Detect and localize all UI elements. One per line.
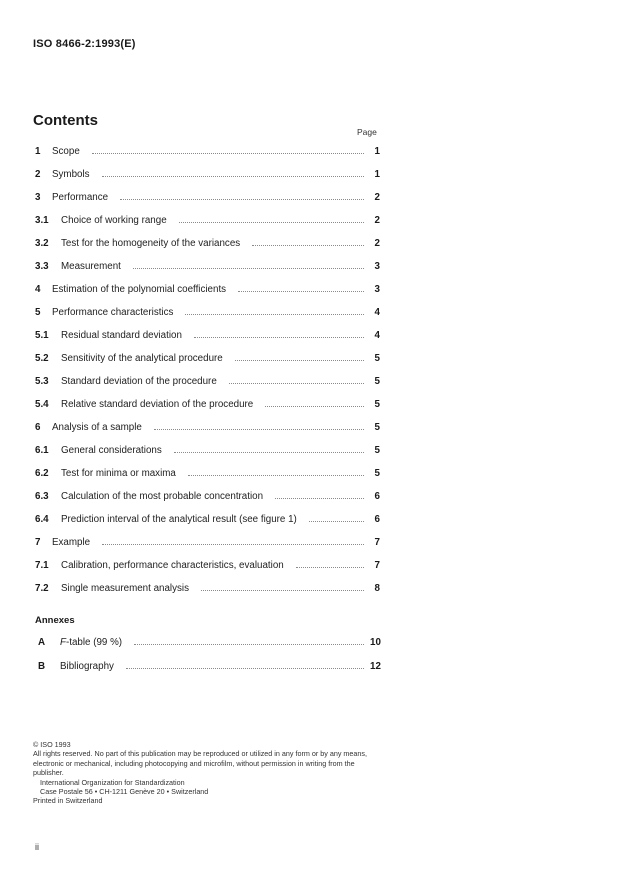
- toc-entry-title: Calibration, performance characteristics, evaluation: [61, 560, 284, 571]
- toc-entry[interactable]: [35, 491, 380, 514]
- toc-entry-number: 6: [35, 422, 41, 433]
- toc-entry-number: 6.3: [35, 491, 49, 502]
- toc-entry-page: 6: [374, 514, 380, 525]
- toc-entry[interactable]: [35, 422, 380, 445]
- toc-entry-number: 3.3: [35, 261, 49, 272]
- toc-entry-title-rest: -table (99 %): [65, 637, 123, 648]
- dot-leader: [102, 543, 364, 545]
- dot-leader: [133, 267, 364, 269]
- dot-leader: [235, 359, 364, 361]
- toc-entry-number: 6.2: [35, 468, 49, 479]
- toc-entry-page: 7: [374, 560, 380, 571]
- dot-leader: [194, 336, 364, 338]
- toc-entry-title: Test for minima or maxima: [61, 468, 176, 479]
- dot-leader: [296, 566, 364, 568]
- dot-leader: [120, 198, 364, 200]
- toc-entry[interactable]: [35, 537, 380, 560]
- toc-entry-number: 7: [35, 537, 41, 548]
- toc-entry-number: 2: [35, 169, 41, 180]
- toc-entry-number: 1: [35, 146, 41, 157]
- toc-entry-page: 2: [374, 238, 380, 249]
- dot-leader: [134, 643, 364, 645]
- toc-entry-title: [60, 637, 128, 648]
- toc-entry-number: 7.2: [35, 583, 49, 594]
- toc-entry-page: 7: [374, 537, 380, 548]
- toc-entry[interactable]: [35, 238, 380, 261]
- toc-entry-number: 4: [35, 284, 41, 295]
- page-column-label: Page: [357, 127, 377, 137]
- copyright-block: [33, 740, 383, 806]
- toc-entry[interactable]: [35, 514, 380, 537]
- dot-leader: [154, 428, 364, 430]
- dot-leader: [229, 382, 364, 384]
- toc-entry-page: 10: [370, 637, 381, 648]
- toc-entry[interactable]: [35, 330, 380, 353]
- toc-entry-title: Performance characteristics: [52, 307, 174, 318]
- dot-leader: [238, 290, 364, 292]
- toc-entry-number: 5: [35, 307, 41, 318]
- table-of-contents: [35, 146, 380, 606]
- toc-entry-title: Symbols: [52, 169, 90, 180]
- copyright-line: © ISO 1993: [33, 740, 71, 749]
- toc-entry[interactable]: [35, 560, 380, 583]
- toc-entry-title: Calculation of the most probable concentration: [61, 491, 264, 502]
- dot-leader: [174, 451, 364, 453]
- toc-entry[interactable]: [35, 146, 380, 169]
- toc-entry-page: 1: [374, 146, 380, 157]
- printed-in: Printed in Switzerland: [33, 796, 103, 806]
- copyright-notice: All rights reserved. No part of this publication may be reproduced or utilized in any form or by any means, electronic or mechanical, including photocopying and microfilm, without permission in writing from the publisher.: [33, 749, 367, 778]
- toc-entry-title: Residual standard deviation: [61, 330, 182, 341]
- toc-entry[interactable]: [35, 376, 380, 399]
- toc-entry-title: Prediction interval of the analytical result (see figure 1): [61, 514, 297, 525]
- toc-entry[interactable]: [38, 637, 380, 661]
- copyright-org: International Organization for Standardization: [40, 777, 185, 787]
- toc-entry-page: 4: [374, 307, 380, 318]
- toc-entry-title: Choice of working range: [61, 215, 167, 226]
- toc-entry-title: Sensitivity of the analytical procedure: [61, 353, 223, 364]
- document-id: ISO 8466-2:1993(E): [33, 38, 136, 50]
- toc-entry-page: 5: [374, 468, 380, 479]
- toc-entry-page: 2: [374, 192, 380, 203]
- toc-entry[interactable]: [35, 445, 380, 468]
- toc-entry[interactable]: [35, 307, 380, 330]
- toc-entry-number: B: [38, 661, 46, 672]
- dot-leader: [102, 175, 364, 177]
- toc-entry-number: 5.4: [35, 399, 49, 410]
- copyright-address: Case Postale 56 • CH-1211 Genève 20 • Switzerland: [40, 787, 209, 797]
- dot-leader: [265, 405, 364, 407]
- toc-entry-title: Standard deviation of the procedure: [61, 376, 217, 387]
- toc-entry-number: 6.4: [35, 514, 49, 525]
- toc-entry-number: 6.1: [35, 445, 49, 456]
- toc-entry-page: 5: [374, 353, 380, 364]
- dot-leader: [275, 497, 364, 499]
- toc-entry[interactable]: [35, 284, 380, 307]
- dot-leader: [92, 152, 364, 154]
- toc-entry-page: 3: [374, 261, 380, 272]
- toc-entry-number: 5.2: [35, 353, 49, 364]
- toc-entry[interactable]: [35, 215, 380, 238]
- toc-entry-number: 7.1: [35, 560, 49, 571]
- toc-entry-title: Single measurement analysis: [61, 583, 189, 594]
- page-number: ii: [35, 842, 39, 852]
- dot-leader: [201, 589, 364, 591]
- toc-entry[interactable]: [35, 468, 380, 491]
- toc-entry-number: 3: [35, 192, 41, 203]
- toc-entry[interactable]: [35, 192, 380, 215]
- toc-entry-title: Bibliography: [60, 661, 114, 672]
- toc-entry-title: Test for the homogeneity of the variances: [61, 238, 241, 249]
- toc-entry-page: 5: [374, 399, 380, 410]
- toc-entry-title: Example: [52, 537, 91, 548]
- toc-entry-page: 5: [374, 376, 380, 387]
- toc-entry-title: Scope: [52, 146, 80, 157]
- toc-entry[interactable]: [35, 399, 380, 422]
- toc-entry-number: 3.1: [35, 215, 49, 226]
- toc-entry-title: Relative standard deviation of the procedure: [61, 399, 254, 410]
- dot-leader: [309, 520, 364, 522]
- toc-entry-page: 5: [374, 422, 380, 433]
- toc-entry-title: Measurement: [61, 261, 121, 272]
- toc-entry[interactable]: [35, 169, 380, 192]
- toc-entry[interactable]: [38, 661, 380, 685]
- toc-entry-page: 5: [374, 445, 380, 456]
- annex-list: [38, 637, 380, 685]
- toc-entry-page: 6: [374, 491, 380, 502]
- toc-entry-number: 5.3: [35, 376, 49, 387]
- toc-entry[interactable]: [35, 583, 380, 606]
- toc-entry-page: 4: [374, 330, 380, 341]
- toc-entry-page: 2: [374, 215, 380, 226]
- toc-entry[interactable]: [35, 261, 380, 284]
- annexes-title: Annexes: [35, 615, 75, 626]
- toc-entry[interactable]: [35, 353, 380, 376]
- toc-entry-title-italic: F: [60, 637, 66, 648]
- toc-entry-title: Analysis of a sample: [52, 422, 142, 433]
- toc-entry-title: Performance: [52, 192, 109, 203]
- toc-entry-number: 5.1: [35, 330, 49, 341]
- toc-entry-page: 8: [374, 583, 380, 594]
- toc-entry-title: Estimation of the polynomial coefficients: [52, 284, 227, 295]
- contents-title: Contents: [33, 112, 98, 129]
- dot-leader: [126, 667, 364, 669]
- dot-leader: [188, 474, 364, 476]
- toc-entry-page: 12: [370, 661, 381, 672]
- toc-entry-page: 3: [374, 284, 380, 295]
- dot-leader: [179, 221, 364, 223]
- toc-entry-number: A: [38, 637, 46, 648]
- dot-leader: [252, 244, 364, 246]
- toc-entry-number: 3.2: [35, 238, 49, 249]
- dot-leader: [185, 313, 364, 315]
- toc-entry-page: 1: [374, 169, 380, 180]
- toc-entry-title: General considerations: [61, 445, 162, 456]
